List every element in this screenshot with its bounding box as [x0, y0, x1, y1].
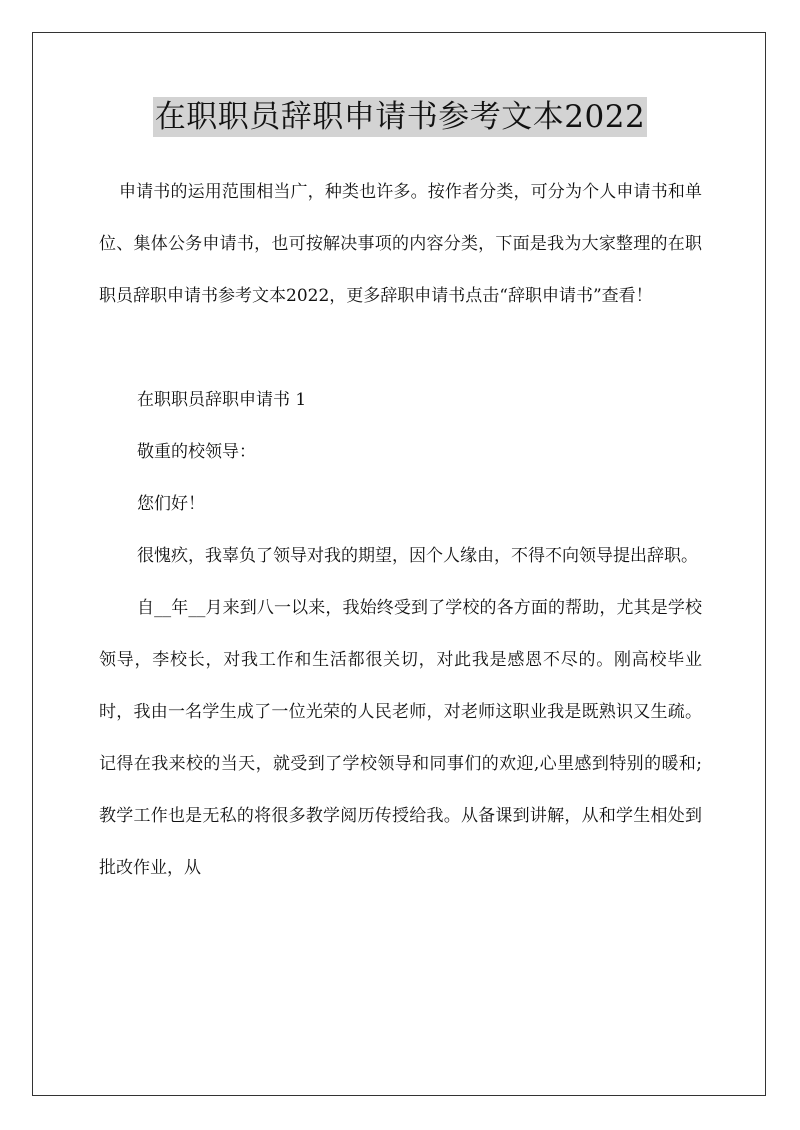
body-paragraph-1: 很愧疚，我辜负了领导对我的期望，因个人缘由，不得不向领导提出辞职。 [137, 546, 698, 566]
title-container [0, 97, 800, 137]
salutation: 敬重的校领导： [137, 442, 256, 462]
body-paragraph-2: 自__年__月来到八一以来，我始终受到了学校的各方面的帮助，尤其是学校领导，李校长，对我工作和生活都很关切，对此我是感恩不尽的。刚高校毕业时，我由一名学生成了一位光荣的人民老师，对老师这职业我是既熟识又生疏。记得在我来校的当天，就受到了学校领导和同事们的欢迎,心里感到特别的暖和;教学工作也是无私的将很多教学阅历传授给我。从备课到讲解，从和学生相处到批改作业，从 [99, 598, 702, 878]
intro-paragraph: 申请书的运用范围相当广，种类也许多。按作者分类，可分为个人申请书和单位、集体公务申请书，也可按解决事项的内容分类，下面是我为大家整理的在职职员辞职申请书参考文本2022，更多辞职申请书点击“辞职申请书”查看！ [99, 182, 702, 306]
greeting: 您们好！ [137, 494, 205, 514]
blank-line [99, 322, 702, 374]
section-heading: 在职职员辞职申请书 1 [137, 390, 307, 410]
document-title: 在职职员辞职申请书参考文本2022 [154, 99, 646, 135]
document-body [99, 166, 702, 894]
